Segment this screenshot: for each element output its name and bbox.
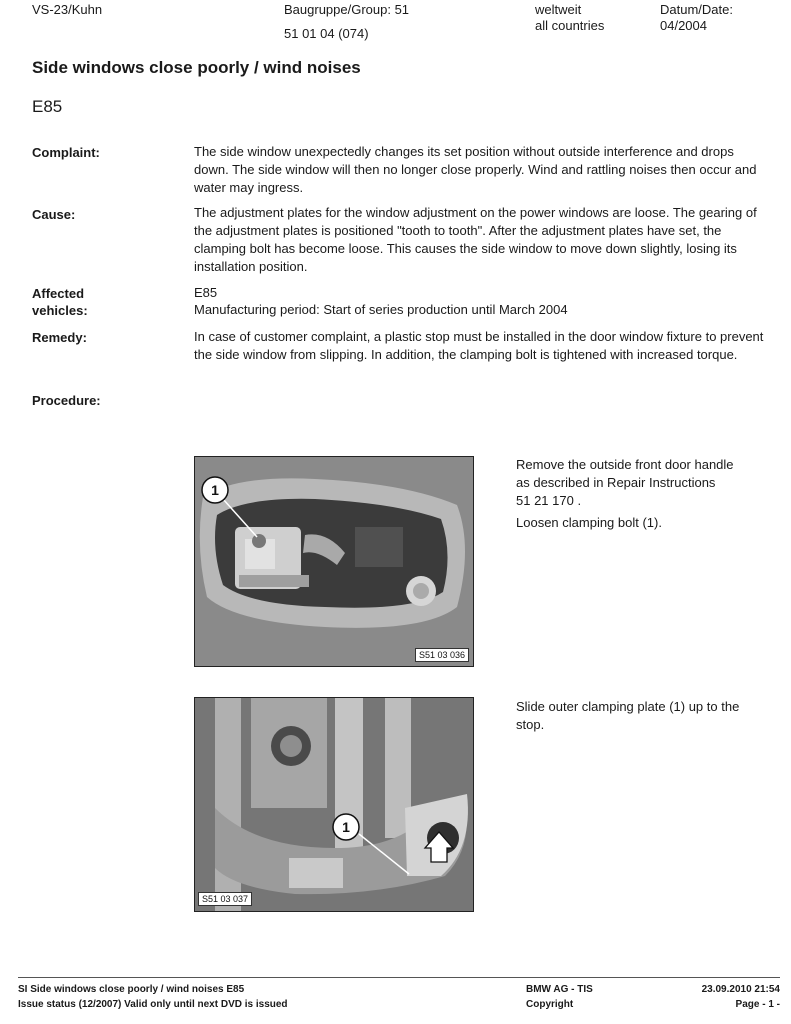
figure-clamping-plate	[194, 697, 474, 912]
footer-document-title: SI Side windows close poorly / wind noises E85	[18, 984, 245, 995]
figure-code: S51 03 037	[198, 892, 252, 906]
remedy-label: Remedy:	[32, 330, 87, 345]
complaint-label: Complaint:	[32, 145, 100, 160]
step2-line1: Slide outer clamping plate (1) up to the	[516, 699, 740, 714]
callout-1: 1	[211, 482, 219, 498]
model-code: E85	[32, 97, 63, 116]
footer-copyright: Copyright	[526, 999, 574, 1010]
footer-issue-status: Issue status (12/2007) Valid only until next DVD is issued	[18, 999, 288, 1010]
footer-timestamp: 23.09.2010 21:54	[701, 984, 780, 995]
step1-line1: Remove the outside front door handle	[516, 457, 734, 472]
step1-reference: 51 21 170 .	[516, 493, 582, 508]
door-handle-illustration	[195, 457, 473, 666]
step2-instructions	[516, 698, 776, 734]
header-author: VS-23/Kuhn	[32, 2, 103, 17]
clamping-plate-illustration	[195, 698, 473, 911]
procedure-label: Procedure:	[32, 393, 101, 408]
step2-line2: stop.	[516, 717, 545, 732]
header-scope-de: weltweit	[535, 2, 582, 17]
affected-period: Manufacturing period: Start of series production until March 2004	[194, 302, 568, 317]
affected-label-line2: vehicles:	[32, 303, 88, 318]
page-title: Side windows close poorly / wind noises	[32, 58, 361, 77]
cause-label: Cause:	[32, 207, 76, 222]
affected-label-line1: Affected	[32, 286, 85, 301]
step1-instructions	[516, 456, 776, 532]
figure-door-handle-opening	[194, 456, 474, 667]
figure-code: S51 03 036	[415, 648, 469, 662]
footer-publisher: BMW AG - TIS	[526, 984, 593, 995]
cause-text: The adjustment plates for the window adjustment on the power windows are loose. The gearing of the adjustment plates is positioned "tooth to tooth". After the adjustment plates have set, the clamping bolt has become loose. This causes the side window to move down slightly, losing its installation position.	[194, 205, 757, 274]
step1-line2: as described in Repair Instructions	[516, 475, 716, 490]
step1-line4: Loosen clamping bolt (1).	[516, 515, 662, 530]
remedy-text: In case of customer complaint, a plastic stop must be installed in the door window fixture to prevent the side window from slipping. In addition, the clamping bolt is tightened with increased torque.	[194, 329, 764, 362]
footer-divider	[18, 977, 780, 978]
header-group: Baugruppe/Group: 51	[284, 2, 410, 17]
complaint-text: The side window unexpectedly changes its set position without outside interference and drops down. The side window will then no longer close properly. Wind and rattling noises then occur and water may ingress.	[194, 144, 757, 195]
footer-page-number: Page - 1 -	[735, 999, 780, 1010]
callout-1: 1	[342, 819, 350, 835]
header-date-value: 04/2004	[660, 18, 707, 33]
header-date-label: Datum/Date:	[660, 2, 733, 17]
header-scope-en: all countries	[535, 18, 605, 33]
affected-model: E85	[194, 285, 218, 300]
header-number: 51 01 04 (074)	[284, 26, 369, 41]
